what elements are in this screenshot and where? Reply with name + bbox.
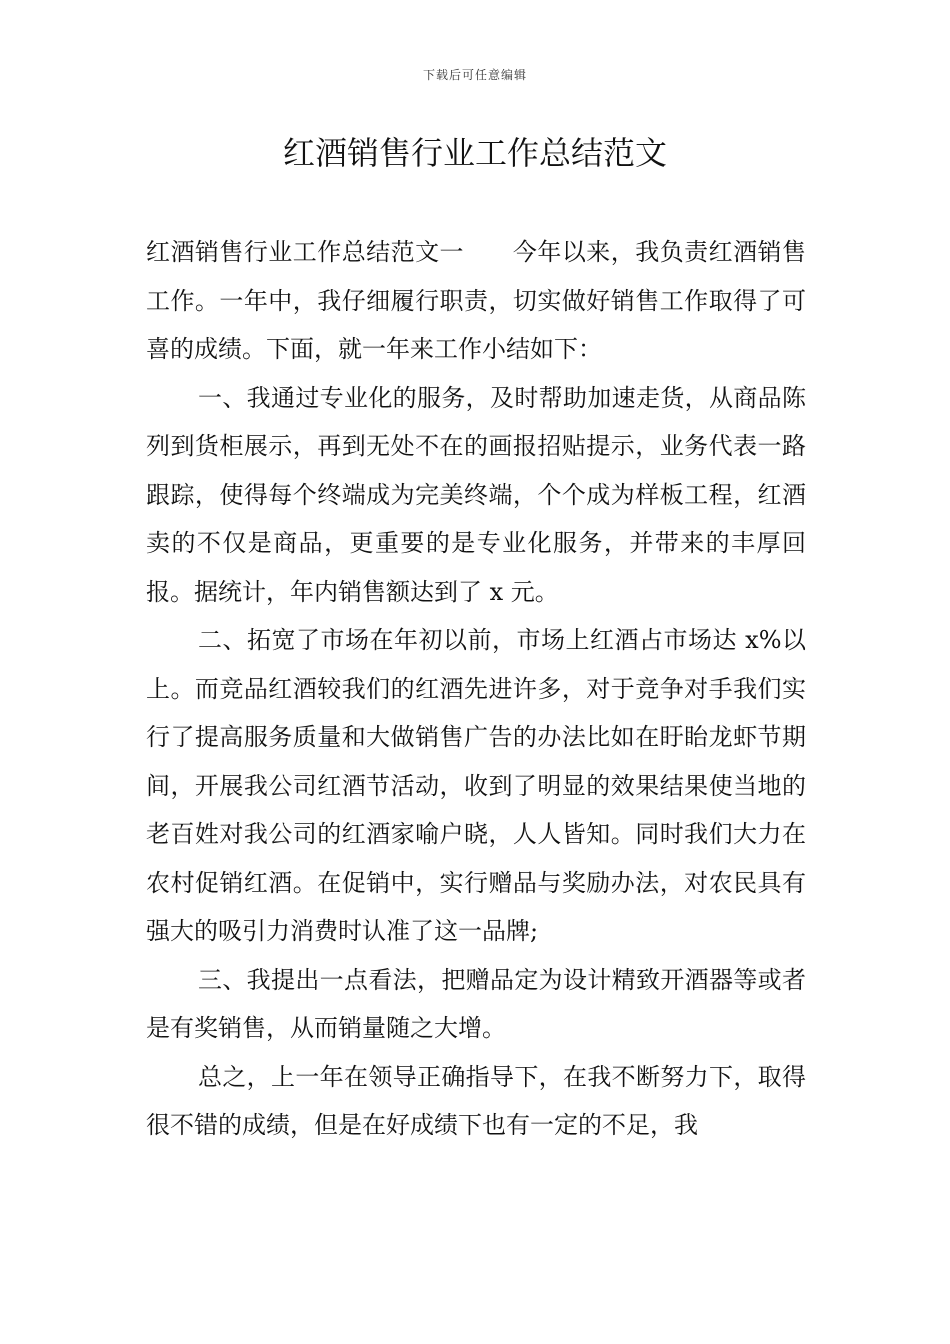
document-title: 红酒销售行业工作总结范文 — [282, 134, 667, 172]
document-body — [146, 228, 806, 1150]
paragraph-summary: 总之，上一年在领导正确指导下，在我不断努力下，取得很不错的成绩，但是在好成绩下也有一定的不足，我 — [146, 1062, 806, 1139]
paragraph-point-one: 一、我通过专业化的服务，及时帮助加速走货，从商品陈列到货柜展示，再到无处不在的画报招贴提示，业务代表一路跟踪，使得每个终端成为完美终端，个个成为样板工程，红酒卖的不仅是商品，更重要的是专业化服务，并带来的丰厚回报。据统计，年内销售额达到了 x 元。 — [146, 383, 806, 606]
paragraph-intro: 红酒销售行业工作总结范文一 今年以来，我负责红酒销售工作。一年中，我仔细履行职责，切实做好销售工作取得了可喜的成绩。下面，就一年来工作小结如下： — [146, 238, 806, 363]
paragraph-point-three: 三、我提出一点看法，把赠品定为设计精致开酒器等或者是有奖销售，从而销量随之大增。 — [146, 965, 806, 1042]
paragraph-point-two: 二、拓宽了市场在年初以前，市场上红酒占市场达 x%以上。而竞品红酒较我们的红酒先进许多，对于竞争对手我们实行了提高服务质量和大做销售广告的办法比如在盱眙龙虾节期间，开展我公司红酒节活动，收到了明显的效果结果使当地的老百姓对我公司的红酒家喻户晓，人人皆知。同时我们大力在农村促销红酒。在促销中，实行赠品与奖励办法，对农民具有强大的吸引力消费时认准了这一品牌; — [146, 626, 806, 945]
header-note: 下载后可任意编辑 — [422, 68, 527, 82]
